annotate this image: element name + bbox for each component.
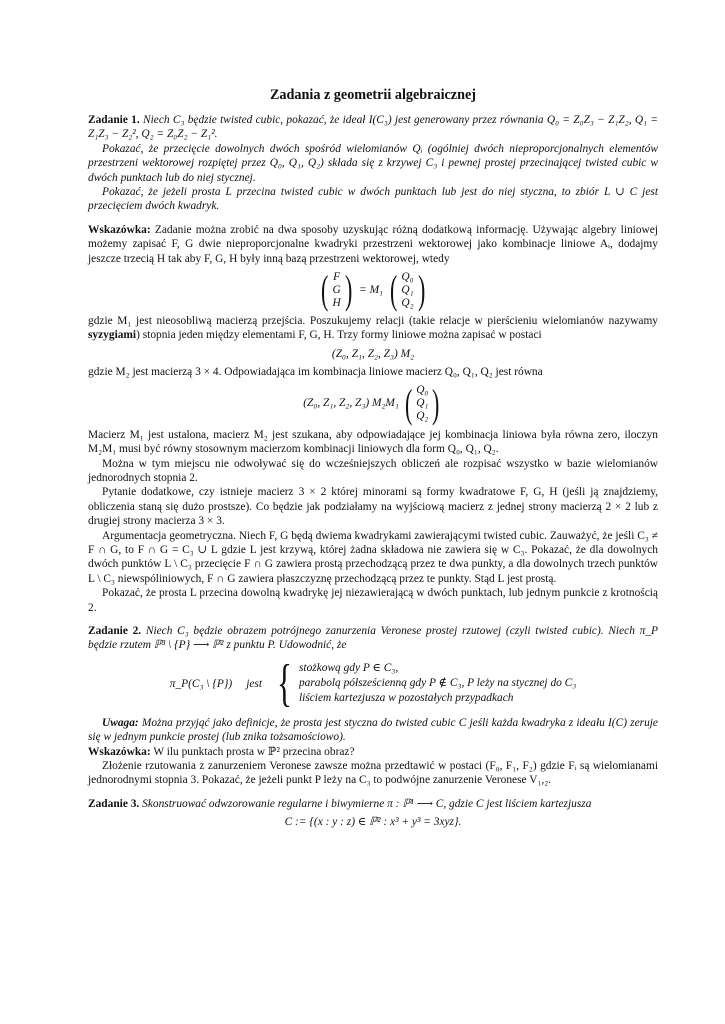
vector-q: ( Q₀ Q₁ Q₂ ) <box>390 267 425 313</box>
hint-1-text-1: Zadanie można zrobić na dwa sposoby uzyskując różną dodatkową informację. Używając algebry liniowej możemy zapisać F, G dwie nieproporcjonalne kwadryki przestrzeni wektorowej jako kombinacje liniowe Aᵢ, dodajmy jeszcze trzecią H tak aby F, G, H były inną bazą przestrzeni wektorowej, wtedy <box>88 223 658 265</box>
case-item: parabolą półsześcienną gdy P ∉ C₃, P leży na stycznej do C₃ <box>298 677 577 690</box>
remark-label: Uwaga: <box>102 716 139 729</box>
exercise-2-label: Zadanie 2. <box>88 624 142 637</box>
equation-linear-forms: (Z₀, Z₁, Z₂, Z₃) M₂ <box>331 347 415 360</box>
hint-1-text-4: Macierz M₁ jest ustalona, macierz M₂ jest szukana, aby odpowiadające jej kombinacja liniowa była równa zero, iloczyn M₂M₁ musi być równy stosownym macierzom kombinacji liniowych dla form Q₀, Q₁, Q₂. <box>88 428 658 456</box>
equation-folium: C := {(x : y : z) ∈ ℙ² : x³ + y³ = 3xyz}. <box>284 816 462 829</box>
vector-entry: Q₂ <box>401 296 414 309</box>
vector-entry: F <box>333 270 341 283</box>
hint-2-paragraph <box>88 745 658 759</box>
exercise-1-statement <box>88 113 658 142</box>
case-list <box>299 661 576 706</box>
exercise-1-text-2: Pokazać, że przecięcie dowolnych dwóch spośród wielomianów Qᵢ (ogólniej dwóch nieproporcjonalnych elementów przestrzeni wektorowej rozpiętej przez Q₀, Q₁, Q₂) składa się z krzywej C₃ i pewnej prostej przecinającej twisted cubic w dwóch punktach lub do niej stycznej. <box>88 142 658 184</box>
hint-1-text-2a: gdzie M₁ jest nieosobliwą macierzą przejścia. Poszukujemy relacji (takie relacje w pierścieniu wielomianów nazywamy <box>88 315 658 328</box>
equals-m1: = M₁ <box>359 283 384 296</box>
hint-1-text-5: Można w tym miejscu nie odwoływać się do wcześniejszych obliczeń ale rozpisać wszystko w bazie wielomianów jednorodnych stopnia 2. <box>88 457 658 484</box>
exercise-1-text-1: Niech C₃ będzie twisted cubic, pokazać, że ideał I(C₃) jest generowany przez równania Q₀ = Z₀Z₃ − Z₁Z₂, Q₁ = Z₁Z₃ − Z₂², Q₂ = Z₀Z₂ − Z₁². <box>88 114 658 141</box>
row-vector-product: (Z₀, Z₁, Z₂, Z₃) M₂M₁ <box>303 397 399 410</box>
exercise-1-label: Zadanie 1. <box>88 114 140 126</box>
exercise-1-text-3: Pokazać, że jeżeli prosta L przecina twisted cubic w dwóch punktach lub jest do niej styczna, to zbiór L ∪ C jest przecięciem dwóch kwadryk. <box>88 186 658 213</box>
vector-entry: Q₀ <box>416 384 429 397</box>
hint-1-text-7: Argumentacja geometryczna. Niech F, G będą dwiema kwadrykami zawierającymi twisted cubic. Zauważyć, że jeśli C₃ ≠ F ∩ G, to F ∩ G = C₃ ∪ L gdzie L jest krzywą, której żadna składowa nie zawiera się w C₃. Pokazać, że dla dowolnych dwóch punktów L \ C₃ przecięcie F ∩ G zawiera prostą przechodzącą przez te dwa punkty, a dla dowolnych trzech punktów L \ C₃ niewspóliniowych, F ∩ G zawiera płaszczyznę przechodzącą przez te punkty. Stąd L jest prostą. <box>88 529 658 585</box>
equation-combination <box>88 380 658 426</box>
vector-entry: Q₁ <box>416 397 429 410</box>
hint-1-text-2 <box>88 314 658 343</box>
hint-1-text-6: Pytanie dodatkowe, czy istnieje macierz 3 × 2 której minorami są formy kwadratowe F, G, H (jeśli ją znajdziemy, obliczenia staną się dużo prostsze). Co będzie jak podziałamy na wyjściową macierz z jednej strony macierzą 2 × 2 lub z drugiej strony macierza 3 × 3. <box>88 486 658 528</box>
hint-2-label: Wskazówka: <box>88 745 151 758</box>
vector-entry: G <box>332 283 341 296</box>
exercise-2-text-1: Niech C₃ będzie obrazem potrójnego zanurzenia Veronese prostej rzutowej (czyli twisted cubic). Niech π_P będzie rzutem ℙ³ \ {P} ⟶ ℙ² z punktu P. Udowodnić, że <box>88 624 658 652</box>
equation-basis-change <box>88 267 658 313</box>
page-title: Zadania z geometrii algebraicznej <box>269 87 477 103</box>
vector-q: ( Q₀ Q₁ Q₂ ) <box>404 380 440 426</box>
exercise-3-label: Zadanie 3. <box>88 797 140 810</box>
case-item: stożkową gdy P ∈ C₃, <box>298 662 399 675</box>
vector-entry: Q₀ <box>401 270 414 283</box>
document-page <box>88 86 658 834</box>
hint-1-text-2c: ) stopnia jeden między elementami F, G, H. Trzy formy liniowe można zapisać w postaci <box>136 329 542 342</box>
remark-text: Można przyjąć jako definicje, że prosta jest styczna do twisted cubic C jeśli każda kwadryka z ideału I(C) zeruje się w jednym punkcie prostej (lub znika tożsamościowo). <box>88 716 658 744</box>
brace-icon: { <box>277 654 292 712</box>
exercise-2-text-2: Złożenie rzutowania z zanurzeniem Veronese zawsze można przedtawić w postaci (F₀, F₁, F₂) gdzie Fᵢ są wielomianami jednorodnymi stopnia 3. Pokazać, że jeżeli punkt P leży na C₃ to podwójne zanurzenie Veronese V₁,₂. <box>88 760 658 787</box>
vector-entry: H <box>332 296 341 309</box>
vector-entry: Q₂ <box>416 410 429 423</box>
hint-1-text-3: gdzie M₂ jest macierzą 3 × 4. Odpowiadająca im kombinacja liniowe macierz Q₀, Q₁, Q₂ jest równa <box>88 366 543 379</box>
hint-1-text-8: Pokazać, że prosta L przecina dowolną kwadrykę jej niezawierającą w dwóch punktach, lub jednym punkcie z krotnością 2. <box>88 587 658 614</box>
exercise-3-text: Skonstruować odwzorowanie regularne i biwymierne π : ℙ¹ ⟶ C, gdzie C jest liściem kartezjusza <box>142 797 592 810</box>
vector-entry: Q₁ <box>401 283 414 296</box>
jest-word: jest <box>246 677 263 690</box>
projection-lhs: π_P(C₃ \ {P}) <box>169 677 233 690</box>
exercise-2-statement <box>88 624 658 653</box>
case-item: liściem kartezjusza w pozostałych przypadkach <box>298 692 514 705</box>
hint-1-paragraph <box>88 223 658 266</box>
vector-fgh: ( F G H ) <box>321 267 353 313</box>
exercise-3-statement <box>88 797 658 811</box>
equation-projection-cases <box>88 654 658 712</box>
remark-paragraph <box>88 716 658 745</box>
hint-2-text: W ilu punktach prosta w ℙ² przecina obraz? <box>153 745 355 758</box>
syzygies-term: syzygiami <box>88 329 137 342</box>
hint-1-label: Wskazówka: <box>88 223 151 236</box>
